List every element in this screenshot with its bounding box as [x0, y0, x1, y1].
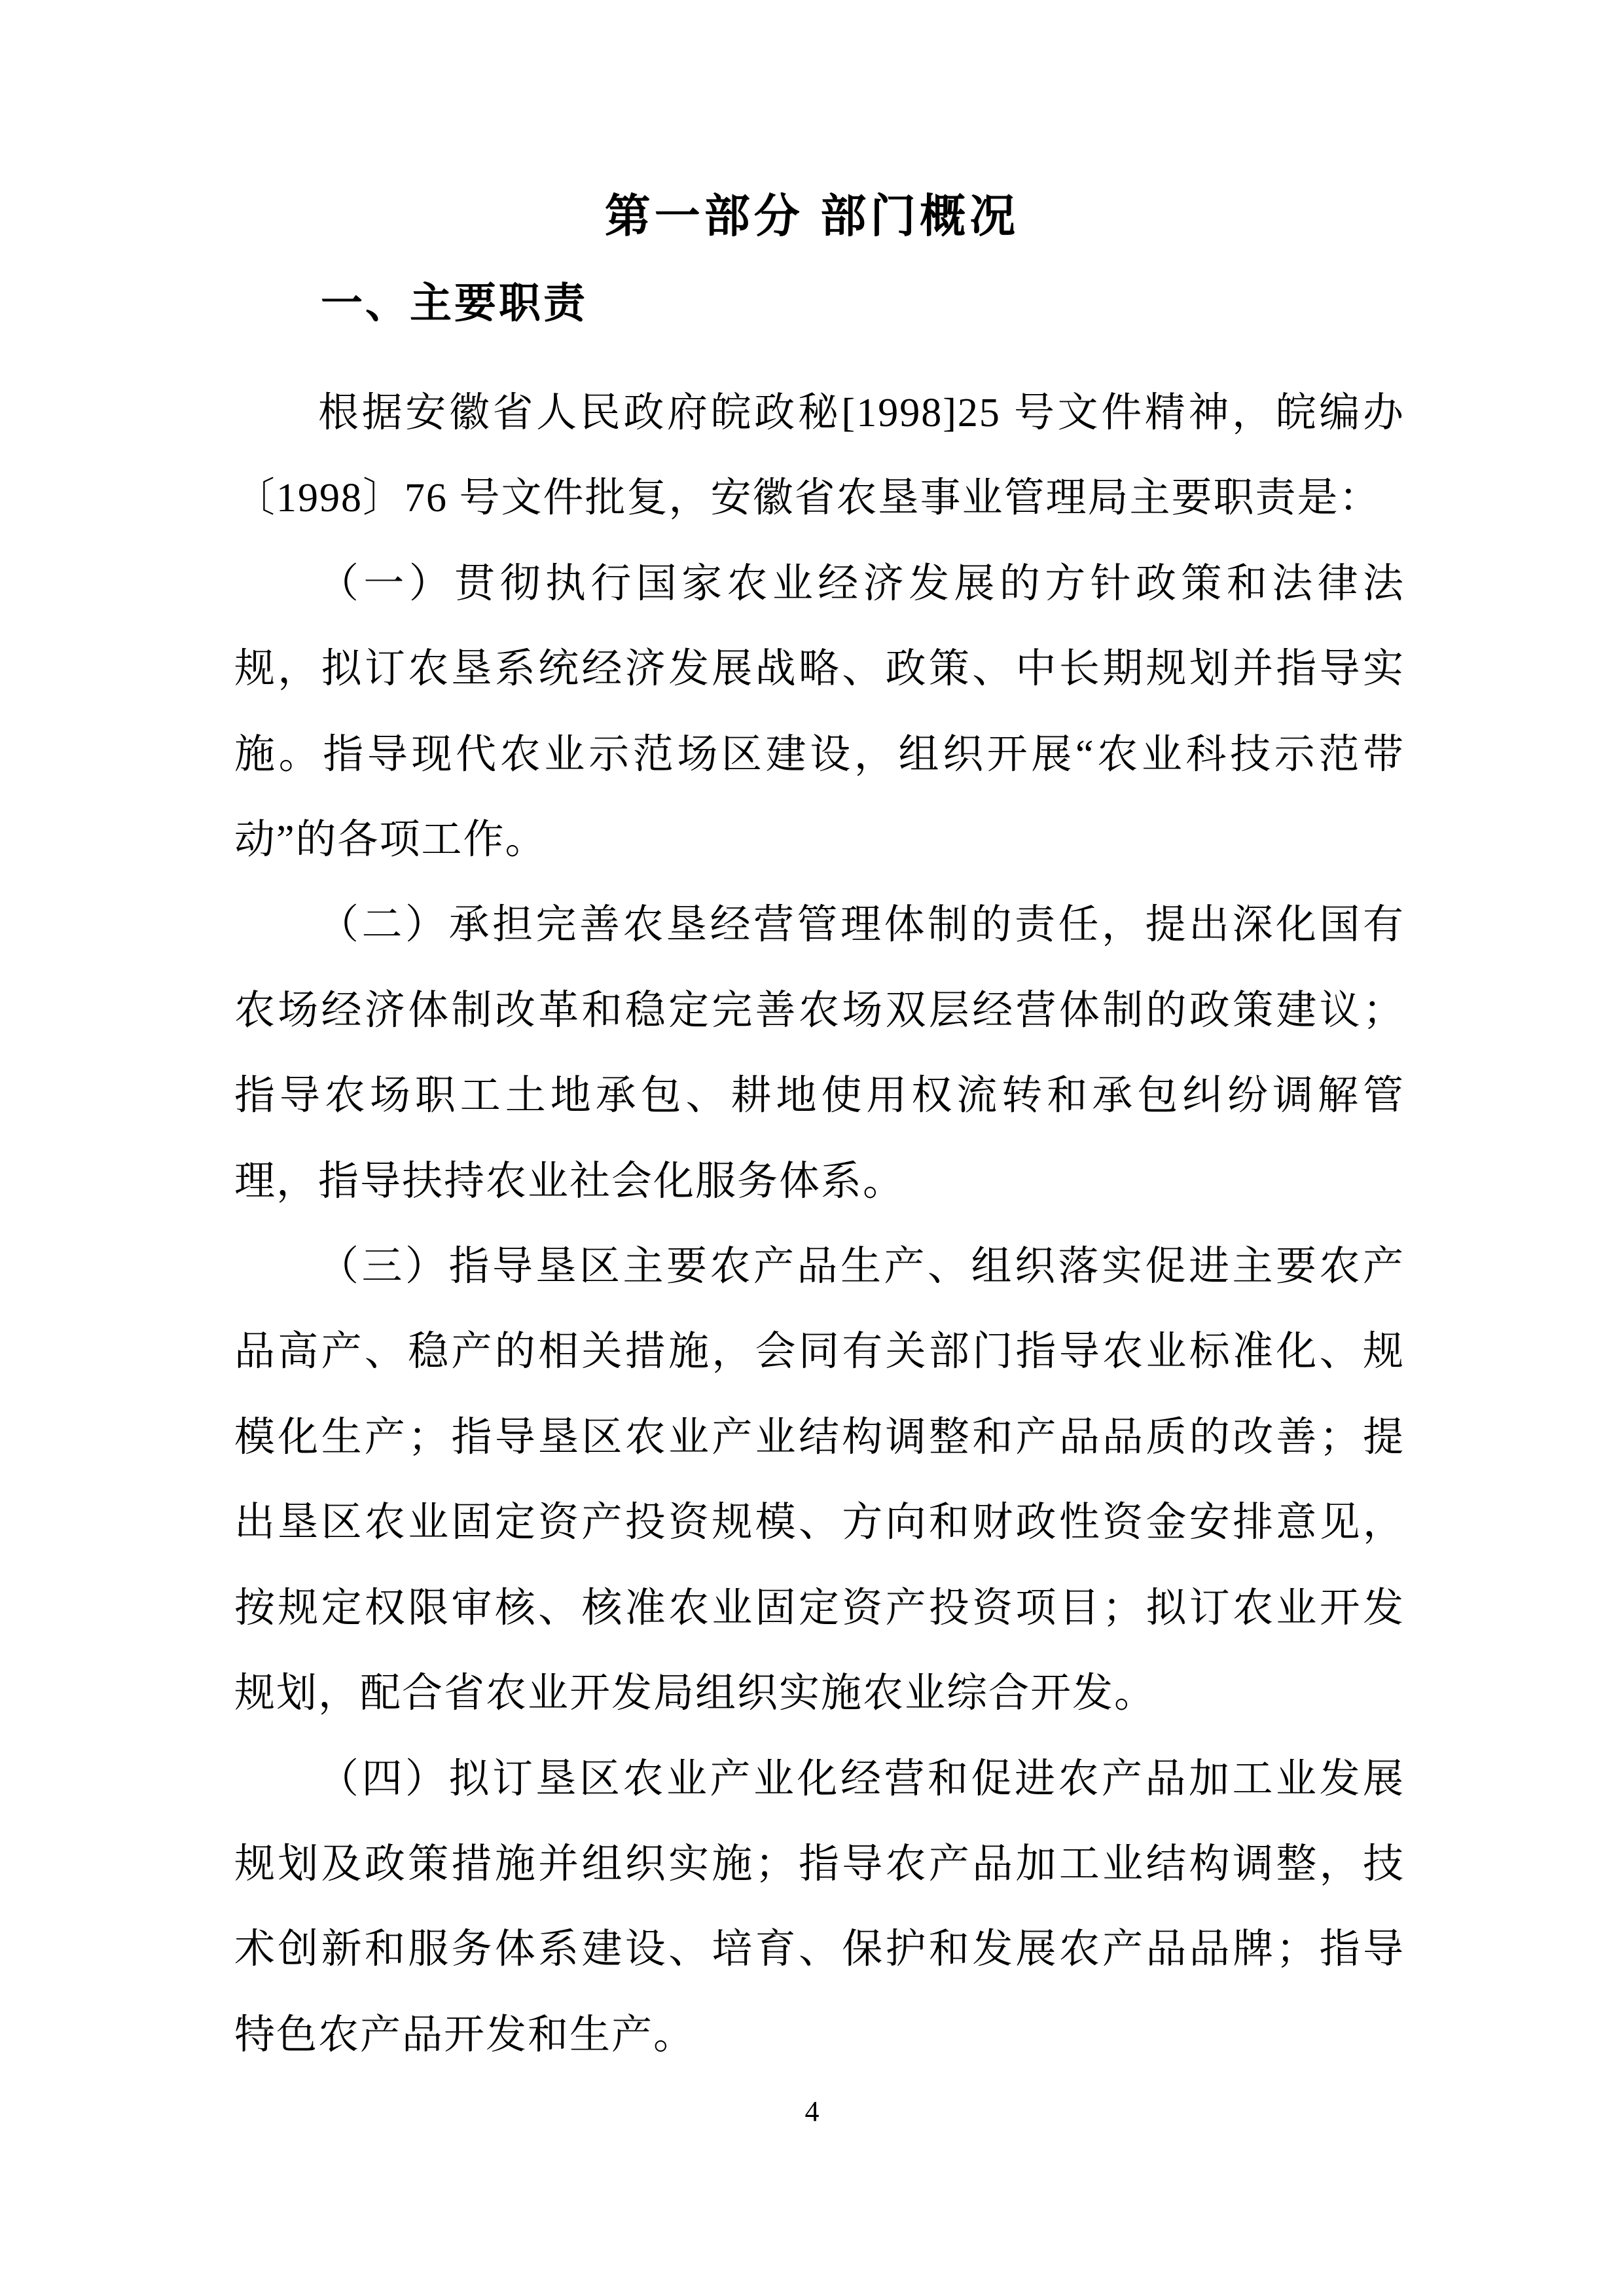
document-line: 按规定权限审核、核准农业固定资产投资项目；拟订农业开发 [234, 1585, 1405, 1631]
document-line: 农场经济体制改革和稳定完善农场双层经营体制的政策建议； [234, 988, 1405, 1033]
document-body [234, 370, 1405, 2078]
document-line: 规划，配合省农业开发局组织实施农业综合开发。 [234, 1671, 1157, 1716]
document-line: （三）指导垦区主要农产品生产、组织落实促进主要农产 [318, 1244, 1405, 1290]
document-line: （二）承担完善农垦经营管理体制的责任，提出深化国有 [318, 903, 1405, 948]
section-heading: 一、主要职责 [321, 280, 588, 327]
document-line: 规，拟订农垦系统经济发展战略、政策、中长期规划并指导实 [234, 647, 1405, 692]
document-line: 出垦区农业固定资产投资规模、方向和财政性资金安排意见， [234, 1500, 1405, 1545]
document-line: 规划及政策措施并组织实施；指导农产品加工业结构调整，技 [234, 1841, 1405, 1887]
page-number: 4 [804, 2095, 820, 2127]
document-line: 动”的各项工作。 [234, 818, 547, 863]
document-line: （一）贯彻执行国家农业经济发展的方针政策和法律法 [318, 561, 1405, 606]
document-line: 术创新和服务体系建设、培育、保护和发展农产品品牌；指导 [234, 1927, 1405, 1972]
document-line: 〔1998〕76 号文件批复，安徽省农垦事业管理局主要职责是： [234, 476, 1381, 521]
document-line: 品高产、稳产的相关措施，会同有关部门指导农业标准化、规 [234, 1329, 1405, 1375]
document-line: 指导农场职工土地承包、耕地使用权流转和承包纠纷调解管 [234, 1074, 1405, 1119]
document-line: 模化生产；指导垦区农业产业结构调整和产品品质的改善；提 [234, 1415, 1405, 1460]
document-title: 第一部分 部门概况 [604, 190, 1020, 242]
document-line: 理，指导扶持农业社会化服务体系。 [234, 1159, 905, 1204]
document-line: 根据安徽省人民政府皖政秘[1998]25 号文件精神，皖编办 [318, 391, 1405, 435]
document-line: 施。指导现代农业示范场区建设，组织开展“农业科技示范带 [234, 732, 1405, 777]
document-line: （四）拟订垦区农业产业化经营和促进农产品加工业发展 [318, 1756, 1405, 1801]
document-line: 特色农产品开发和生产。 [234, 2012, 696, 2057]
